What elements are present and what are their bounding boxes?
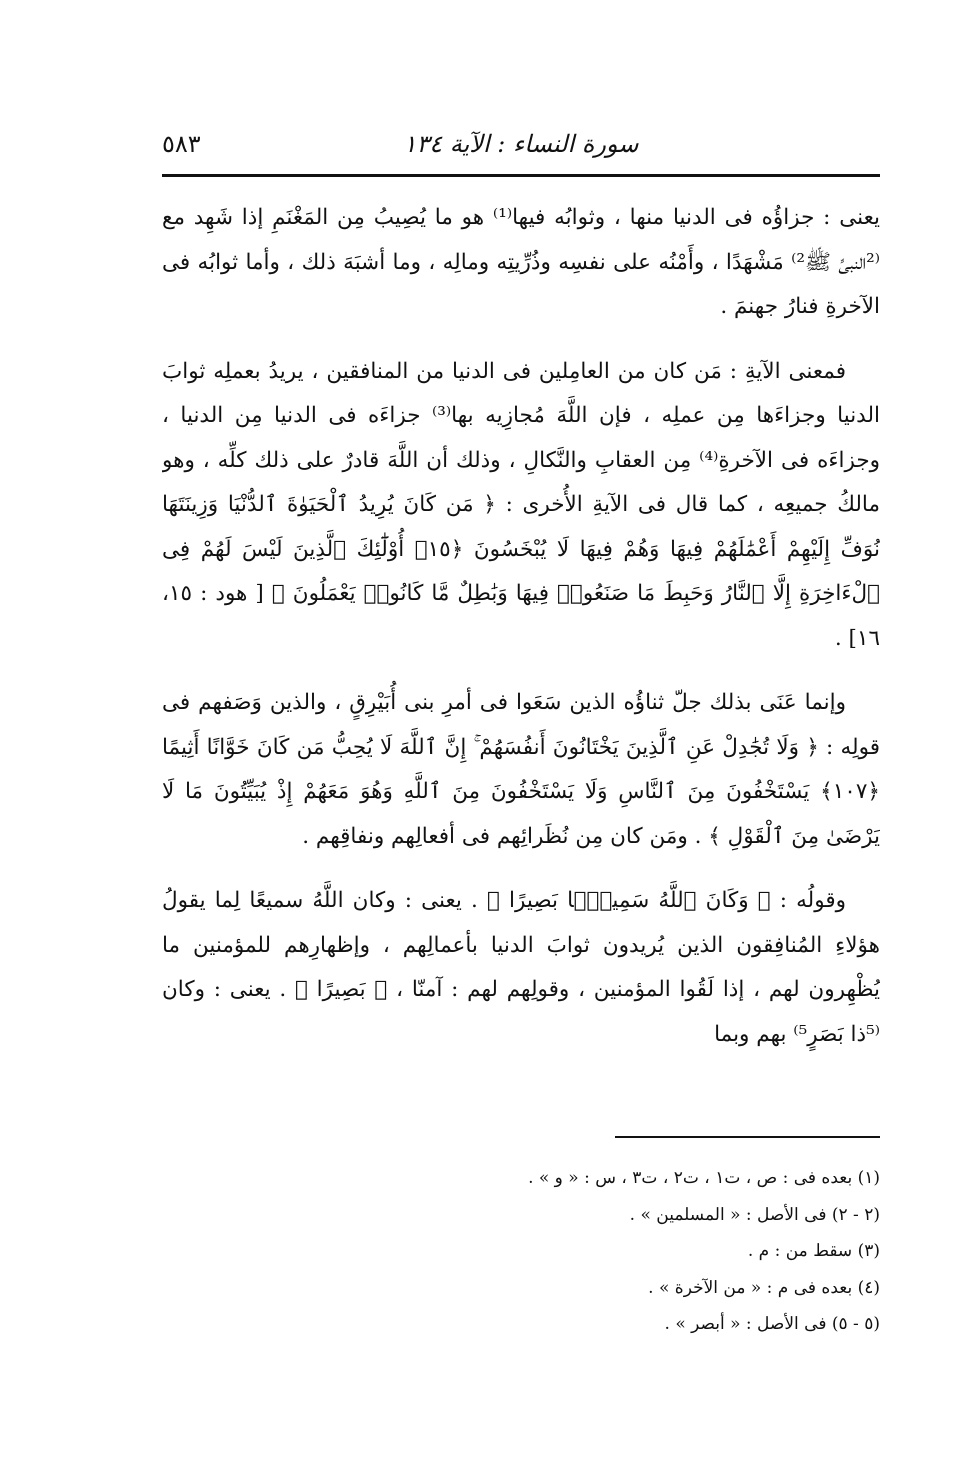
page-header	[162, 128, 880, 168]
footnote-2: (٢ - ٢) فى الأصل : « المسلمين » .	[629, 1204, 880, 1225]
paragraph-1: يعنى : جزاؤُه فى الدنيا منها ، وثوابُه فيها⁽¹⁾ هو ما يُصِيبُ مِن المَغْنَمِ إذا شَهِد مع ⁽²النبىِّ ﷺ²⁾ مَشْهَدًا ، وأَمْنُه على نفسِه وذُرِّيتِه ومالِه ، وما أشبَهَ ذلك ، وأما ثوابُه فى الآخرةِ فنارُ جهنمَ .	[162, 205, 880, 319]
footnote-rule	[615, 1136, 880, 1138]
footnotes	[162, 1160, 880, 1343]
footnote-1: (١) بعده فى : ص ، ت١ ، ت٢ ، ت٣ ، س : « و » .	[528, 1168, 880, 1188]
paragraph-4: وقولُه : ﴿ وَكَانَ ٱللَّهُ سَمِيعًۢا بَصِيرًا ﴾ . يعنى : وكان اللَّهُ سميعًا لِما يقولُ هؤلاءِ المُنافِقون الذين يُريدون ثوابَ الدنيا بأعمالِهم ، وإظهارِهم للمؤمنين ما يُظْهِرون لهم ، إذا لَقُوا المؤمنين ، وقولِهم لهم : آمنّا ، ﴿ بَصِيرًا ﴾ . يعنى : وكان ⁽⁵ذا بَصَرٍ⁵⁾ بهم وبما	[162, 888, 880, 1047]
header-rule	[162, 174, 880, 177]
main-text	[162, 196, 880, 1116]
page-number: ٥٨٣	[162, 130, 201, 158]
footnote-4: (٤) بعده فى م : « من الآخرة » .	[648, 1277, 880, 1298]
paragraph-3: وإنما عَنَى بذلك جلّ ثناؤُه الذين سَعَوا فى أمرِ بنى أُبَيْرِقٍ ، والذين وَصَفهم فى قولِه : ﴿ وَلَا تُجَٰدِلْ عَنِ ٱلَّذِينَ يَخْتَانُونَ أَنفُسَهُمْ ۚ إِنَّ ٱللَّهَ لَا يُحِبُّ مَن كَانَ خَوَّانًا أَثِيمًا ﴿١٠٧﴾ يَسْتَخْفُونَ مِنَ ٱلنَّاسِ وَلَا يَسْتَخْفُونَ مِنَ ٱللَّهِ وَهُوَ مَعَهُمْ إِذْ يُبَيِّتُونَ مَا لَا يَرْضَىٰ مِنَ ٱلْقَوْلِ ﴾ . ومَن كان مِن نُظَرائِهم فى أفعالِهم ونفاقِهم .	[162, 690, 880, 849]
footnote-3: (٣) سقط من : م .	[747, 1241, 880, 1261]
footnote-5: (٥ - ٥) فى الأصل : « أبصر » .	[664, 1314, 880, 1334]
paragraph-2: فمعنى الآيةِ : مَن كان من العامِلين فى الدنيا من المنافقين ، يريدُ بعملِه ثوابَ الدنيا وجزاءَها مِن عملِه ، فإن اللَّهَ مُجازِيه بها⁽³⁾ جزاءَه فى الدنيا مِن الدنيا ، وجزاءَه فى الآخرةِ⁽⁴⁾ مِن العقابِ والنَّكالِ ، وذلك أن اللَّهَ قادرٌ على ذلك كلِّه ، وهو مالكُ جميعِه ، كما قال فى الآيةِ الأُخرى : ﴿ مَن كَانَ يُرِيدُ ٱلْحَيَوٰةَ ٱلدُّنْيَا وَزِينَتَهَا نُوَفِّ إِلَيْهِمْ أَعْمَٰلَهُمْ فِيهَا وَهُمْ فِيهَا لَا يُبْخَسُونَ ﴿١٥﴾ أُوْلَٰٓئِكَ ٱلَّذِينَ لَيْسَ لَهُمْ فِى ٱلْءَاخِرَةِ إِلَّا ٱلنَّارُ وَحَبِطَ مَا صَنَعُوا۟ فِيهَا وَبَٰطِلٌ مَّا كَانُوا۟ يَعْمَلُونَ ﴾ [ هود : ١٥، ١٦] .	[162, 358, 880, 651]
running-title: سورة النساء : الآية ١٣٤	[403, 130, 639, 158]
